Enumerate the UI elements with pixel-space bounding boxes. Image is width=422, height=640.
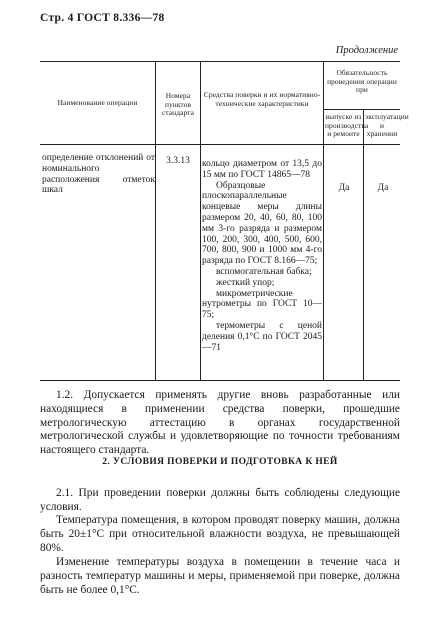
header-in-service: эксплуатации и хранении — [365, 112, 409, 139]
column-divider — [200, 62, 201, 380]
means-cell — [202, 159, 322, 353]
paragraph-text: 2.1. При проведении поверки должны быть соблюдены следующие условия. — [40, 487, 400, 513]
means-item: микрометрические нутрометры по ГОСТ 10—75; — [202, 288, 322, 321]
means-item: кольцо диаметром от 13,5 до 15 мм по ГОСТ 14865—78 — [202, 159, 322, 180]
page-header: Стр. 4 ГОСТ 8.336—78 — [40, 12, 165, 24]
header-operation: Наименование операции — [57, 98, 138, 107]
section-2-title: 2. УСЛОВИЯ ПОВЕРКИ И ПОДГОТОВКА К НЕЙ — [102, 457, 338, 467]
paragraph-text: Температура помещения, в котором проводят поверку машин, должна быть 20±1°С при относительной влажности воздуха, не превышающей 80%. — [40, 514, 400, 554]
header-means: Средства поверки и их нормативно-технические характеристики — [203, 90, 321, 108]
paragraph-2-1 — [40, 487, 400, 515]
header-divider — [323, 109, 400, 110]
clause-number-cell: 3.3.13 — [166, 156, 190, 166]
means-item: жесткий упор; — [216, 277, 275, 288]
paragraph-text: Изменение температуры воздуха в помещении в течение часа и разность температур машины и меры, применяемой при поверке, должна быть не более 0,1°С. — [40, 556, 400, 596]
paragraph-temperature — [40, 514, 400, 555]
after-production-value: Да — [338, 183, 350, 193]
paragraph-temperature-change — [40, 556, 400, 597]
in-service-value: Да — [377, 183, 389, 193]
paragraph-1-2 — [40, 389, 400, 458]
means-item: термометры с ценой деления 0,1°С по ГОСТ 2045—71 — [202, 320, 322, 353]
means-item: Образцовые плоскопараллельные концевые меры длины размером 20, 40, 60, 80, 100 мм 3-го разряда и размером 100, 200, 300, 400, 500, 600, 700, 800, 900 и 1000 мм 4-го разряда по ГОСТ 8.166—75; — [202, 180, 322, 267]
header-clause-numbers: Номера пунктов стандарта — [162, 91, 194, 118]
header-after-production: выпуске из производства и ремонте — [325, 112, 369, 139]
column-divider — [155, 62, 156, 380]
header-mandatory: Обязательность проведения операции при — [327, 68, 397, 95]
operations-table — [40, 61, 409, 381]
paragraph-text: 1.2. Допускается применять другие вновь разработанные или находящиеся в применении средства поверки, прошедшие метрологическую аттестацию в органах государственной метрологической службы и удовлетворяющие по точности требованиям настоящего стандарта. — [40, 389, 400, 457]
column-divider — [363, 109, 364, 380]
continuation-label: Продолжение — [335, 45, 398, 56]
header-bottom-line — [40, 144, 400, 145]
operation-name-cell: определение отклонений от номинального расположения отметок шкал — [42, 153, 155, 196]
means-item: вспомогательная бабка; — [216, 266, 312, 277]
